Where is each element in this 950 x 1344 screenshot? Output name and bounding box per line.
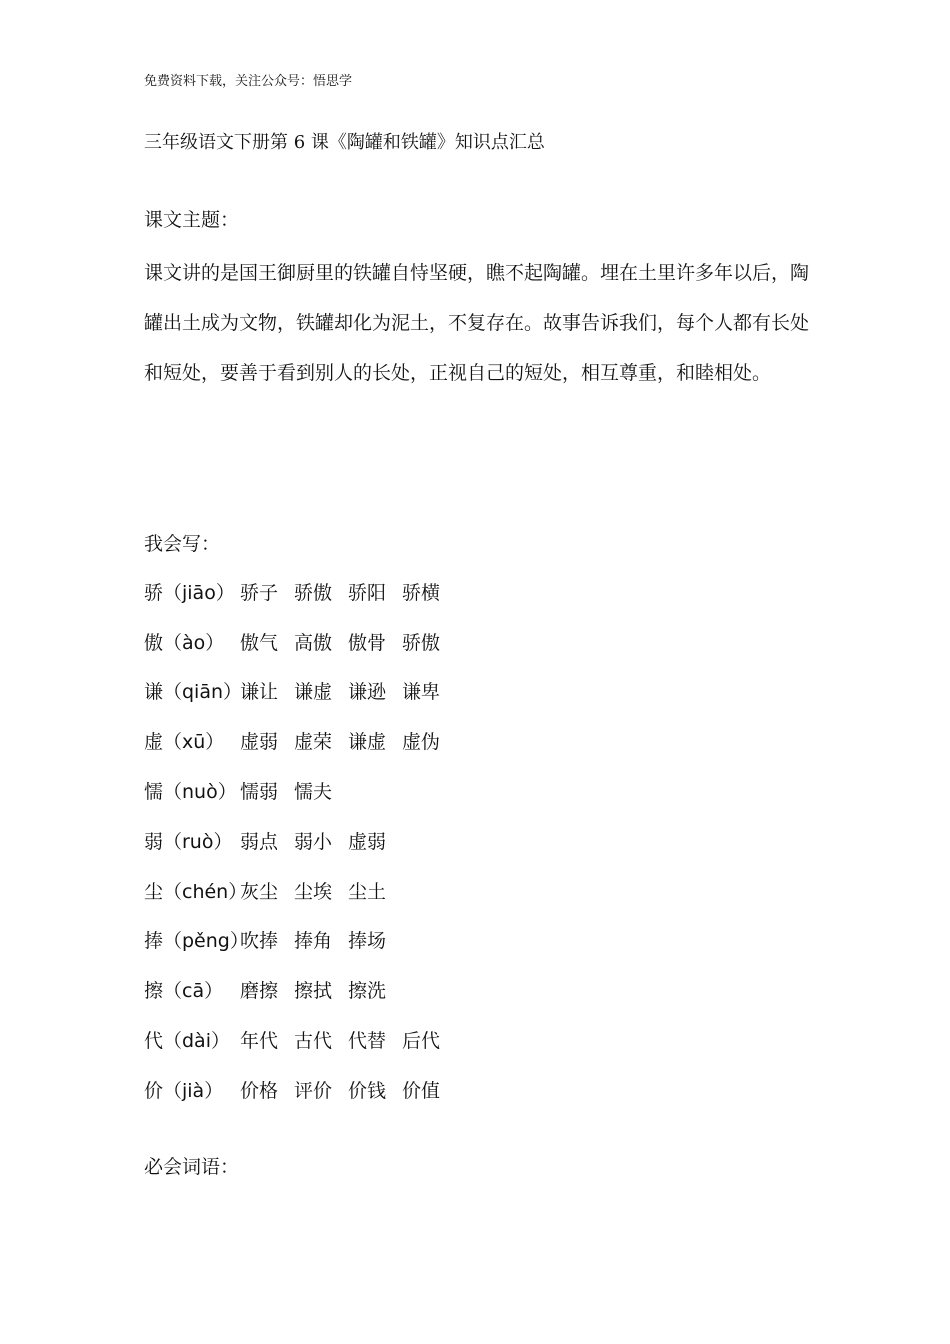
word: 捧角 [294, 930, 333, 953]
word-group [240, 870, 402, 914]
word: 古代 [294, 1030, 333, 1053]
word: 磨擦 [240, 980, 279, 1003]
character-row [144, 1066, 456, 1116]
word-group [240, 621, 456, 665]
word: 弱点 [240, 830, 279, 853]
word-group [240, 720, 456, 764]
word: 骄阳 [348, 581, 387, 604]
word: 高傲 [294, 631, 333, 654]
word: 弱小 [294, 830, 333, 853]
character-pinyin: 傲（ào） [144, 631, 225, 654]
word-group [240, 1019, 456, 1063]
word: 擦拭 [294, 980, 333, 1003]
word-group [240, 1069, 456, 1113]
word-group [240, 770, 348, 814]
word: 骄傲 [402, 631, 441, 654]
word: 吹捧 [240, 930, 279, 953]
word: 骄傲 [294, 581, 333, 604]
word: 后代 [402, 1030, 441, 1053]
character-pinyin: 价（jià） [144, 1079, 224, 1102]
word: 谦卑 [402, 681, 441, 704]
word-group [240, 919, 402, 963]
word: 虚荣 [294, 731, 333, 754]
character-row [144, 618, 456, 668]
word: 谦虚 [348, 731, 387, 754]
write-heading: 我会写： [144, 533, 221, 555]
word: 评价 [294, 1079, 333, 1102]
word-group [240, 571, 456, 615]
theme-paragraph: 课文讲的是国王御厨里的铁罐自恃坚硬，瞧不起陶罐。埋在土里许多年以后，陶罐出土成为文物，铁罐却化为泥土，不复存在。故事告诉我们，每个人都有长处和短处，要善于看到别人的长处，正视自己的短处，相互尊重，和睦相处。 [144, 262, 810, 384]
character-pinyin: 弱（ruò） [144, 830, 233, 853]
word-group [240, 969, 402, 1013]
character-list [144, 568, 456, 1116]
word: 价格 [240, 1079, 279, 1102]
theme-heading: 课文主题： [144, 209, 240, 231]
character-pinyin: 虚（xū） [144, 731, 225, 754]
character-pinyin: 尘（chén） [144, 880, 248, 903]
character-row [144, 817, 456, 867]
word: 谦让 [240, 681, 279, 704]
character-pinyin: 代（dài） [144, 1030, 230, 1053]
character-row [144, 568, 456, 618]
word: 擦洗 [348, 980, 387, 1003]
word: 捧场 [348, 930, 387, 953]
word: 傲骨 [348, 631, 387, 654]
word: 傲气 [240, 631, 279, 654]
word: 谦虚 [294, 681, 333, 704]
character-row [144, 966, 456, 1016]
character-row [144, 867, 456, 917]
character-pinyin: 捧（pěng） [144, 930, 249, 953]
word: 价值 [402, 1079, 441, 1102]
word: 虚弱 [348, 830, 387, 853]
word: 虚弱 [240, 731, 279, 754]
word: 骄横 [402, 581, 441, 604]
character-row [144, 717, 456, 767]
word-group [240, 820, 402, 864]
character-pinyin: 谦（qiān） [144, 681, 243, 704]
word: 尘土 [348, 880, 387, 903]
character-row [144, 917, 456, 967]
word: 尘埃 [294, 880, 333, 903]
download-notice: 免费资料下载，关注公众号：悟思学 [144, 74, 353, 89]
document-title: 三年级语文下册第 6 课《陶罐和铁罐》知识点汇总 [144, 132, 545, 153]
word: 虚伪 [402, 731, 441, 754]
word: 价钱 [348, 1079, 387, 1102]
word: 灰尘 [240, 880, 279, 903]
word: 年代 [240, 1030, 279, 1053]
word: 谦逊 [348, 681, 387, 704]
character-pinyin: 懦（nuò） [144, 781, 237, 804]
word-group [240, 670, 456, 714]
character-row [144, 767, 456, 817]
character-pinyin: 骄（jiāo） [144, 581, 235, 604]
word: 骄子 [240, 581, 279, 604]
word: 代替 [348, 1030, 387, 1053]
word: 懦弱 [240, 781, 279, 804]
character-row [144, 1016, 456, 1066]
word: 懦夫 [294, 781, 333, 804]
character-pinyin: 擦（cā） [144, 980, 224, 1003]
character-row [144, 668, 456, 718]
must-know-words-heading: 必会词语： [144, 1156, 240, 1178]
